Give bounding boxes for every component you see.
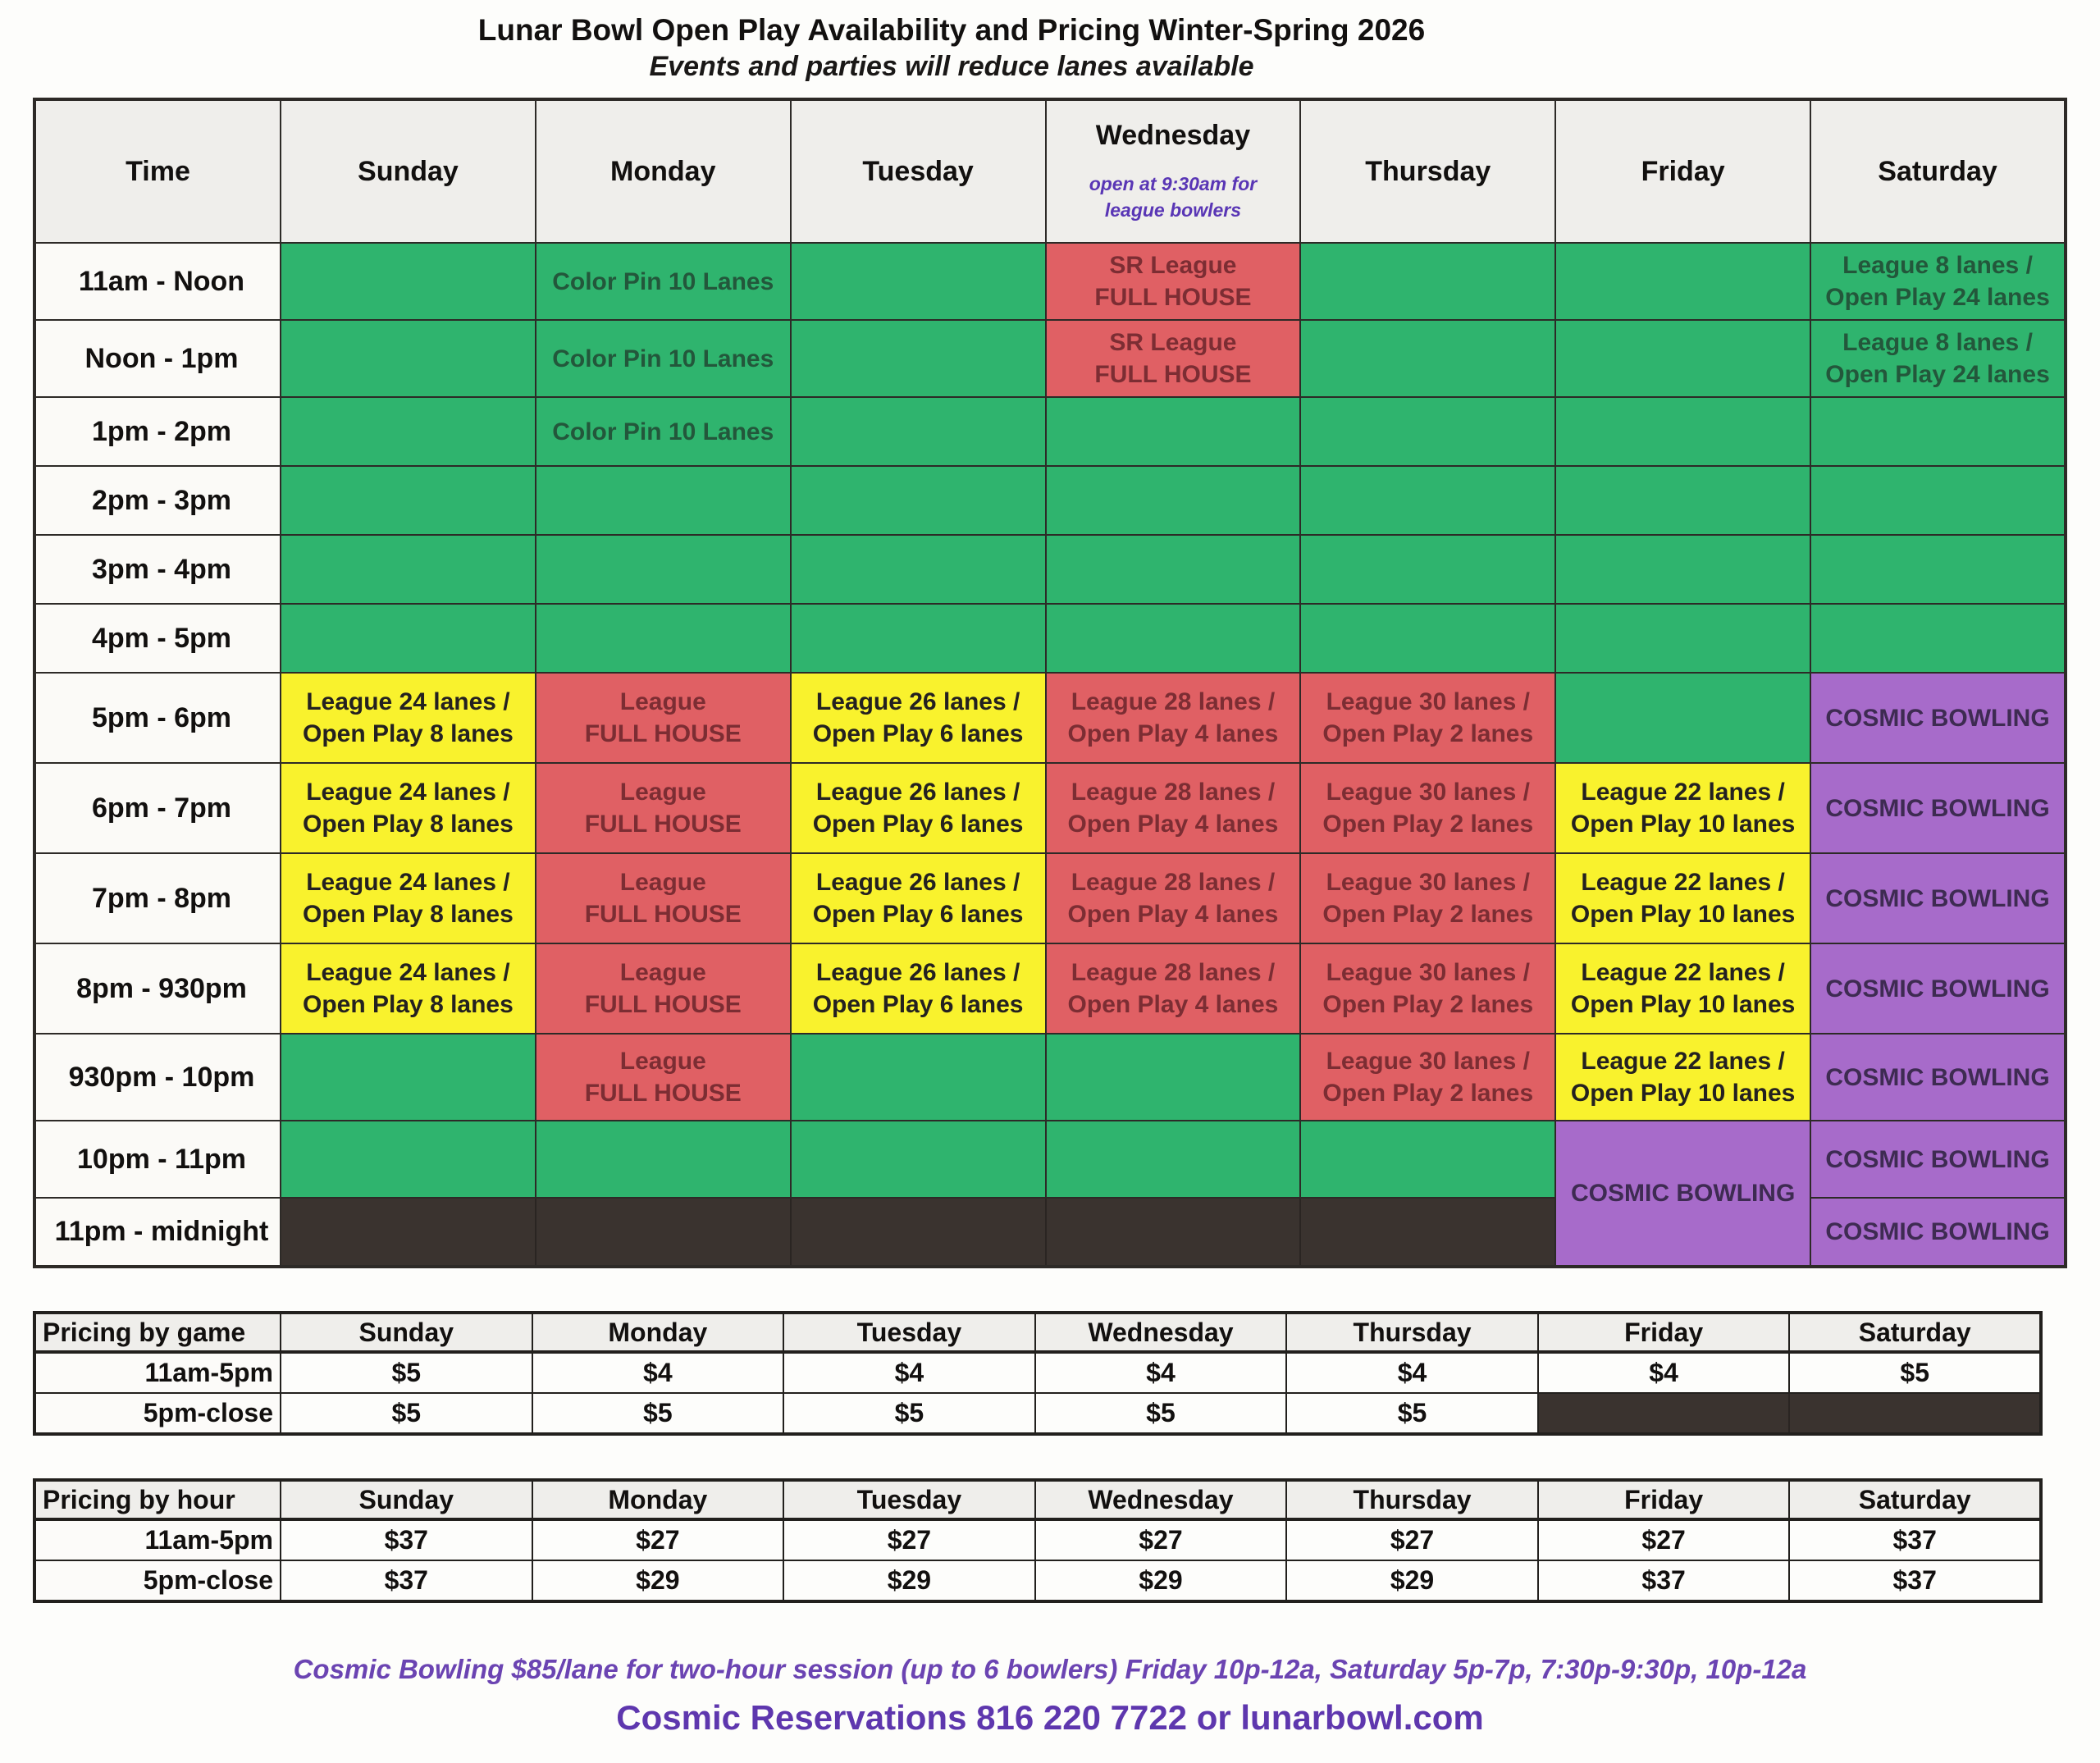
schedule-row <box>34 320 2066 397</box>
schedule-cell <box>281 466 536 535</box>
day-header-thursday <box>1300 99 1555 243</box>
schedule-cell <box>1300 397 1555 466</box>
schedule-row <box>34 397 2066 466</box>
schedule-cell-text: SR League <box>1109 252 1237 279</box>
schedule-cell <box>1810 466 2066 535</box>
pricing-by-game-day-header-saturday: Saturday <box>1789 1313 2041 1352</box>
schedule-cell-text: Open Play 10 lanes <box>1570 991 1796 1018</box>
schedule-cell <box>1810 1034 2066 1121</box>
time-label: 3pm - 4pm <box>34 535 281 604</box>
schedule-cell-text: COSMIC BOWLING <box>1825 1218 2050 1245</box>
schedule-cell-text: COSMIC BOWLING <box>1825 1063 2050 1091</box>
pricing-by-hour-day-header-saturday: Saturday <box>1789 1480 2041 1519</box>
pricing-by-game-price-cell: $5 <box>532 1393 784 1434</box>
schedule-cell-text: League 24 lanes / <box>306 779 510 806</box>
schedule-cell <box>791 1198 1046 1267</box>
schedule-cell <box>536 673 791 763</box>
schedule-cell-text: League 26 lanes / <box>815 869 1020 896</box>
header-block <box>0 0 1903 83</box>
schedule-cell-text: League <box>619 869 706 896</box>
schedule-cell <box>1300 535 1555 604</box>
schedule-row <box>34 853 2066 943</box>
schedule-cell-text: Open Play 8 lanes <box>303 720 514 747</box>
schedule-cell <box>791 535 1046 604</box>
schedule-cell-text: League 30 lanes / <box>1326 1048 1531 1075</box>
schedule-cell-text: League 28 lanes / <box>1071 688 1276 715</box>
schedule-cell-text: Open Play 10 lanes <box>1570 901 1796 928</box>
schedule-cell <box>791 763 1046 853</box>
pricing-by-game-price-cell: $5 <box>1789 1352 2041 1393</box>
schedule-cell-text: League 28 lanes / <box>1071 959 1276 986</box>
schedule-cell <box>1046 604 1301 673</box>
schedule-cell <box>1300 763 1555 853</box>
schedule-cell <box>536 1121 791 1198</box>
schedule-cell-text: Open Play 24 lanes <box>1825 361 2050 388</box>
schedule-cell-text: COSMIC BOWLING <box>1570 1180 1796 1207</box>
pricing-by-hour-price-cell: $29 <box>532 1560 784 1601</box>
pricing-by-hour-price-cell: $27 <box>1286 1519 1538 1560</box>
schedule-cell <box>1046 535 1301 604</box>
schedule-cell <box>791 673 1046 763</box>
pricing-by-game-row-label: 5pm-close <box>34 1393 281 1434</box>
pricing-by-game-title: Pricing by game <box>34 1313 281 1352</box>
pricing-by-hour-table <box>33 1478 2043 1603</box>
schedule-cell <box>536 397 791 466</box>
schedule-cell-text: Open Play 4 lanes <box>1067 811 1279 838</box>
pricing-by-hour-price-cell: $27 <box>783 1519 1035 1560</box>
pricing-by-game-price-cell: $4 <box>783 1352 1035 1393</box>
pricing-by-game-row <box>34 1393 2041 1434</box>
schedule-cell <box>1046 1034 1301 1121</box>
schedule-cell <box>536 604 791 673</box>
schedule-cell <box>1046 673 1301 763</box>
schedule-row <box>34 243 2066 320</box>
schedule-cell <box>1046 397 1301 466</box>
schedule-cell-text: FULL HOUSE <box>1094 361 1252 388</box>
schedule-cell <box>1555 466 1810 535</box>
schedule-cell-text: League 22 lanes / <box>1581 869 1785 896</box>
schedule-cell-text: FULL HOUSE <box>584 991 742 1018</box>
schedule-cell <box>1046 466 1301 535</box>
schedule-cell-text: League 28 lanes / <box>1071 869 1276 896</box>
schedule-cell-text: League 30 lanes / <box>1326 779 1531 806</box>
schedule-cell <box>536 853 791 943</box>
day-header-label: Tuesday <box>862 155 974 187</box>
schedule-cell-text: League 26 lanes / <box>815 779 1020 806</box>
schedule-cell <box>791 243 1046 320</box>
schedule-cell-text: FULL HOUSE <box>584 901 742 928</box>
schedule-cell-text: COSMIC BOWLING <box>1825 704 2050 732</box>
schedule-cell-text: Open Play 10 lanes <box>1570 1080 1796 1107</box>
schedule-cell <box>1555 397 1810 466</box>
schedule-cell <box>791 320 1046 397</box>
day-header-label: Friday <box>1641 155 1725 187</box>
pricing-by-hour-row <box>34 1519 2041 1560</box>
schedule-cell <box>1046 853 1301 943</box>
pricing-by-game-day-header-friday: Friday <box>1538 1313 1790 1352</box>
schedule-cell <box>1555 243 1810 320</box>
schedule-cell <box>536 1034 791 1121</box>
schedule-cell <box>1810 243 2066 320</box>
pricing-by-hour-price-cell: $37 <box>1538 1560 1790 1601</box>
page-subtitle: Events and parties will reduce lanes available <box>649 51 1254 82</box>
schedule-cell <box>1555 763 1810 853</box>
schedule-cell <box>1300 243 1555 320</box>
schedule-cell-text: League 24 lanes / <box>306 688 510 715</box>
pricing-by-hour-price-cell: $37 <box>281 1519 532 1560</box>
time-label: 10pm - 11pm <box>34 1121 281 1198</box>
schedule-cell-text: Color Pin 10 Lanes <box>552 345 774 372</box>
page-title: Lunar Bowl Open Play Availability and Pricing Winter-Spring 2026 <box>477 13 1426 47</box>
pricing-by-hour-day-header-tuesday: Tuesday <box>783 1480 1035 1519</box>
pricing-by-game-row-label: 11am-5pm <box>34 1352 281 1393</box>
schedule-cell-text: Open Play 8 lanes <box>303 901 514 928</box>
schedule-cell-text: Open Play 24 lanes <box>1825 284 2050 311</box>
schedule-cell-text: League 26 lanes / <box>815 959 1020 986</box>
day-header-label: Sunday <box>358 155 459 187</box>
schedule-cell <box>281 1198 536 1267</box>
wednesday-note: open at 9:30am for league bowlers <box>1089 173 1258 221</box>
schedule-cell <box>1300 853 1555 943</box>
day-header-friday <box>1555 99 1810 243</box>
schedule-cell-text: Open Play 2 lanes <box>1322 811 1534 838</box>
schedule-cell <box>1810 673 2066 763</box>
pricing-by-hour-price-cell: $27 <box>1035 1519 1287 1560</box>
schedule-cell-text: COSMIC BOWLING <box>1825 975 2050 1003</box>
schedule-row <box>34 763 2066 853</box>
schedule-cell-text: League 22 lanes / <box>1581 779 1785 806</box>
schedule-cell <box>536 320 791 397</box>
schedule-cell-text: FULL HOUSE <box>584 720 742 747</box>
schedule-cell <box>1046 763 1301 853</box>
schedule-cell <box>536 1198 791 1267</box>
schedule-cell-text: Color Pin 10 Lanes <box>552 418 774 445</box>
schedule-cell <box>1810 763 2066 853</box>
pricing-by-game-day-header-sunday: Sunday <box>281 1313 532 1352</box>
schedule-cell <box>1555 1034 1810 1121</box>
schedule-cell-text: League <box>619 779 706 806</box>
time-label: 2pm - 3pm <box>34 466 281 535</box>
time-label: 4pm - 5pm <box>34 604 281 673</box>
schedule-cell <box>791 604 1046 673</box>
availability-schedule-table <box>33 98 2067 1268</box>
schedule-cell <box>1300 466 1555 535</box>
schedule-cell-text: League 8 lanes / <box>1842 252 2033 279</box>
schedule-cell <box>791 397 1046 466</box>
schedule-cell-text: League <box>619 959 706 986</box>
pricing-by-hour-price-cell: $29 <box>1286 1560 1538 1601</box>
pricing-by-game-blacked-out-cell <box>1789 1393 2041 1434</box>
schedule-row <box>34 535 2066 604</box>
time-label: 1pm - 2pm <box>34 397 281 466</box>
schedule-row <box>34 673 2066 763</box>
schedule-cell-text: League 30 lanes / <box>1326 869 1531 896</box>
schedule-row <box>34 1121 2066 1198</box>
schedule-cell <box>1810 1121 2066 1198</box>
schedule-row <box>34 466 2066 535</box>
schedule-cell <box>1555 853 1810 943</box>
schedule-cell-text: League 24 lanes / <box>306 959 510 986</box>
schedule-cell <box>281 853 536 943</box>
schedule-cell <box>1046 1121 1301 1198</box>
day-header-saturday <box>1810 99 2066 243</box>
schedule-cell <box>536 943 791 1034</box>
pricing-by-hour-price-cell: $27 <box>1538 1519 1790 1560</box>
pricing-by-game-day-header-thursday: Thursday <box>1286 1313 1538 1352</box>
cosmic-bowling-note: Cosmic Bowling $85/lane for two-hour session (up to 6 bowlers) Friday 10p-12a, Saturday 5p-7p, 7:30p-9:30p, 10p-12a <box>293 1654 1807 1684</box>
schedule-cell-text: Open Play 4 lanes <box>1067 901 1279 928</box>
pricing-by-game-day-header-monday: Monday <box>532 1313 784 1352</box>
schedule-cell-text: COSMIC BOWLING <box>1825 884 2050 912</box>
time-column-header <box>34 99 281 243</box>
schedule-cell <box>1810 535 2066 604</box>
schedule-cell <box>1046 1198 1301 1267</box>
schedule-cell-text: Open Play 2 lanes <box>1322 720 1534 747</box>
pricing-by-game-day-header-wednesday: Wednesday <box>1035 1313 1287 1352</box>
schedule-cell <box>281 397 536 466</box>
cosmic-reservations-contact: Cosmic Reservations 816 220 7722 or lunarbowl.com <box>616 1698 1484 1737</box>
schedule-cell <box>281 943 536 1034</box>
pricing-by-game-price-cell: $4 <box>1286 1352 1538 1393</box>
pricing-by-game-row <box>34 1352 2041 1393</box>
pricing-by-hour-day-header-sunday: Sunday <box>281 1480 532 1519</box>
time-label: 7pm - 8pm <box>34 853 281 943</box>
time-label: 930pm - 10pm <box>34 1034 281 1121</box>
schedule-cell-text: Open Play 2 lanes <box>1322 1080 1534 1107</box>
schedule-cell <box>791 1034 1046 1121</box>
schedule-cell-text: Open Play 6 lanes <box>812 991 1024 1018</box>
pricing-by-game-day-header-tuesday: Tuesday <box>783 1313 1035 1352</box>
schedule-cell-text: COSMIC BOWLING <box>1825 794 2050 822</box>
schedule-cell-text: Open Play 4 lanes <box>1067 991 1279 1018</box>
schedule-cell <box>791 466 1046 535</box>
pricing-by-hour-price-cell: $37 <box>281 1560 532 1601</box>
schedule-cell <box>281 673 536 763</box>
schedule-cell-text: SR League <box>1109 329 1237 356</box>
schedule-cell <box>1300 943 1555 1034</box>
schedule-cell <box>1300 320 1555 397</box>
schedule-cell <box>1555 604 1810 673</box>
schedule-cell <box>1810 397 2066 466</box>
schedule-row <box>34 1034 2066 1121</box>
schedule-cell <box>536 535 791 604</box>
time-label: 6pm - 7pm <box>34 763 281 853</box>
pricing-by-game-price-cell: $4 <box>1538 1352 1790 1393</box>
pricing-by-game-blacked-out-cell <box>1538 1393 1790 1434</box>
pricing-by-hour-row-label: 11am-5pm <box>34 1519 281 1560</box>
schedule-cell-text: FULL HOUSE <box>584 1080 742 1107</box>
time-label: 11pm - midnight <box>34 1198 281 1267</box>
schedule-cell <box>1555 943 1810 1034</box>
schedule-cell-text: League 22 lanes / <box>1581 959 1785 986</box>
pricing-by-hour-row-label: 5pm-close <box>34 1560 281 1601</box>
pricing-by-hour-price-cell: $27 <box>532 1519 784 1560</box>
day-header-tuesday <box>791 99 1046 243</box>
schedule-cell <box>791 943 1046 1034</box>
pricing-by-hour-day-header-friday: Friday <box>1538 1480 1790 1519</box>
schedule-cell-text: Open Play 6 lanes <box>812 811 1024 838</box>
schedule-cell-text: Open Play 6 lanes <box>812 901 1024 928</box>
pricing-by-hour-title: Pricing by hour <box>34 1480 281 1519</box>
time-label: 11am - Noon <box>34 243 281 320</box>
schedule-cell <box>281 243 536 320</box>
schedule-cell-text: FULL HOUSE <box>584 811 742 838</box>
day-header-sunday <box>281 99 536 243</box>
schedule-cell-text: League 30 lanes / <box>1326 688 1531 715</box>
day-header-label: Time <box>126 155 190 187</box>
schedule-cell <box>1555 320 1810 397</box>
schedule-cell <box>1810 853 2066 943</box>
pricing-by-hour-day-header-monday: Monday <box>532 1480 784 1519</box>
pricing-by-game-price-cell: $5 <box>1286 1393 1538 1434</box>
schedule-cell <box>281 535 536 604</box>
schedule-cell-text: League <box>619 1048 706 1075</box>
schedule-cell <box>791 853 1046 943</box>
schedule-cell-text: League 26 lanes / <box>815 688 1020 715</box>
day-header-wednesday <box>1046 99 1301 243</box>
schedule-cell-text: Open Play 10 lanes <box>1570 811 1796 838</box>
schedule-cell <box>281 1034 536 1121</box>
schedule-cell-text: Open Play 8 lanes <box>303 991 514 1018</box>
schedule-cell <box>1555 673 1810 763</box>
schedule-cell-text: League 28 lanes / <box>1071 779 1276 806</box>
schedule-cell <box>1300 1198 1555 1267</box>
pricing-by-game-table <box>33 1311 2043 1436</box>
schedule-row <box>34 943 2066 1034</box>
pricing-by-hour-price-cell: $37 <box>1789 1519 2041 1560</box>
schedule-cell <box>1300 1121 1555 1198</box>
pricing-by-hour-day-header-wednesday: Wednesday <box>1035 1480 1287 1519</box>
schedule-cell-text: League 30 lanes / <box>1326 959 1531 986</box>
schedule-cell <box>281 320 536 397</box>
schedule-cell-text: Open Play 4 lanes <box>1067 720 1279 747</box>
day-header-label: Thursday <box>1365 155 1491 187</box>
schedule-cell <box>536 763 791 853</box>
pricing-by-game-price-cell: $5 <box>783 1393 1035 1434</box>
schedule-cell <box>536 466 791 535</box>
schedule-cell <box>1810 943 2066 1034</box>
day-header-label: Monday <box>610 155 716 187</box>
day-header-label: Saturday <box>1878 155 1997 187</box>
schedule-cell <box>1046 320 1301 397</box>
schedule-cell <box>1810 1198 2066 1267</box>
pricing-by-hour-price-cell: $29 <box>1035 1560 1287 1601</box>
schedule-cell-text: League <box>619 688 706 715</box>
schedule-cell <box>1300 604 1555 673</box>
schedule-cell <box>1046 243 1301 320</box>
schedule-cell <box>1046 943 1301 1034</box>
schedule-cell-text: FULL HOUSE <box>1094 284 1252 311</box>
schedule-cell <box>281 1121 536 1198</box>
schedule-cell <box>1555 1121 1810 1267</box>
pricing-by-game-price-cell: $4 <box>532 1352 784 1393</box>
pricing-by-hour-price-cell: $37 <box>1789 1560 2041 1601</box>
time-label: 8pm - 930pm <box>34 943 281 1034</box>
schedule-cell <box>1555 535 1810 604</box>
schedule-cell-text: League 22 lanes / <box>1581 1048 1785 1075</box>
pricing-by-game-price-cell: $5 <box>281 1352 532 1393</box>
schedule-row <box>34 604 2066 673</box>
time-label: 5pm - 6pm <box>34 673 281 763</box>
schedule-cell <box>536 243 791 320</box>
schedule-cell-text: Color Pin 10 Lanes <box>552 267 774 295</box>
schedule-cell-text: League 8 lanes / <box>1842 329 2033 356</box>
schedule-cell-text: Open Play 6 lanes <box>812 720 1024 747</box>
pricing-by-game-price-cell: $4 <box>1035 1352 1287 1393</box>
pricing-by-game-price-cell: $5 <box>281 1393 532 1434</box>
schedule-cell-text: COSMIC BOWLING <box>1825 1145 2050 1173</box>
pricing-by-hour-row <box>34 1560 2041 1601</box>
schedule-cell <box>281 604 536 673</box>
pricing-by-hour-price-cell: $29 <box>783 1560 1035 1601</box>
time-label: Noon - 1pm <box>34 320 281 397</box>
pricing-by-hour-day-header-thursday: Thursday <box>1286 1480 1538 1519</box>
schedule-cell <box>281 763 536 853</box>
day-header-monday <box>536 99 791 243</box>
day-header-label: Wednesday <box>1095 120 1251 152</box>
schedule-cell <box>791 1121 1046 1198</box>
schedule-cell <box>1810 604 2066 673</box>
pricing-by-game-price-cell: $5 <box>1035 1393 1287 1434</box>
schedule-cell-text: Open Play 8 lanes <box>303 811 514 838</box>
schedule-cell-text: Open Play 2 lanes <box>1322 991 1534 1018</box>
schedule-cell <box>1810 320 2066 397</box>
schedule-cell-text: League 24 lanes / <box>306 869 510 896</box>
schedule-cell-text: Open Play 2 lanes <box>1322 901 1534 928</box>
schedule-cell <box>1300 673 1555 763</box>
schedule-cell <box>1300 1034 1555 1121</box>
